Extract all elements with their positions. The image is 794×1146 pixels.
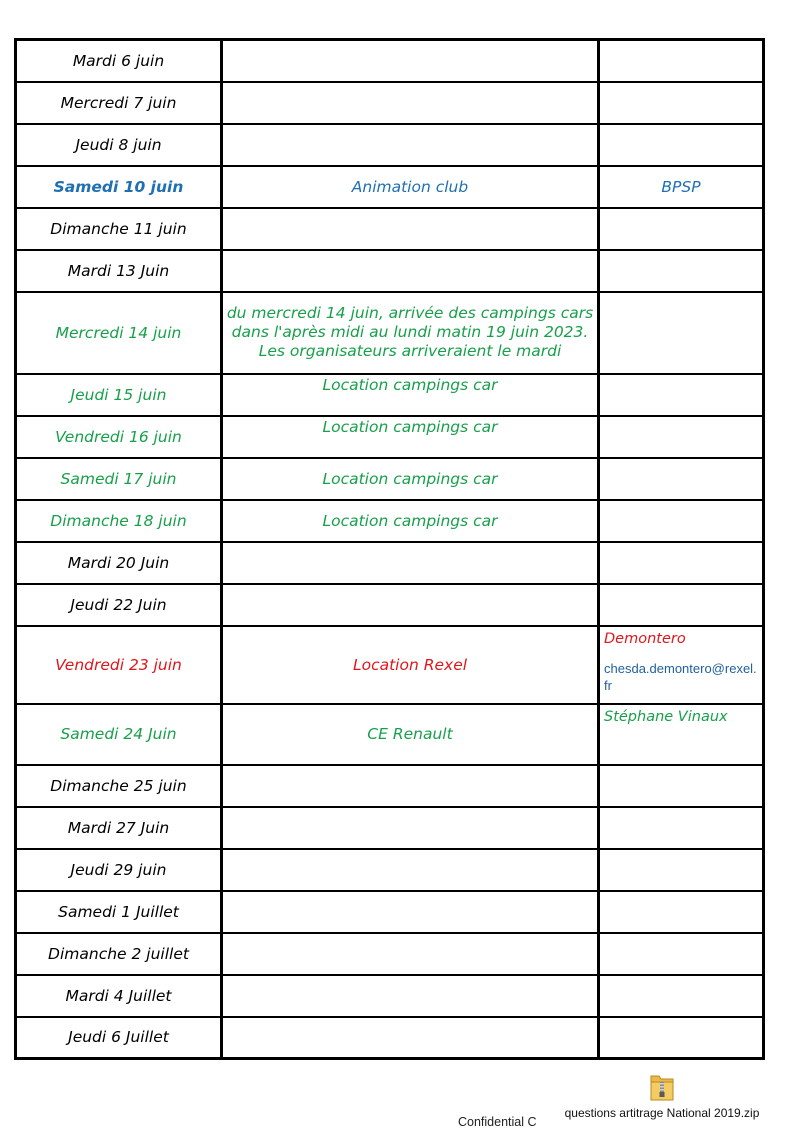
schedule-table [14,38,765,1060]
event-cell: Location campings car [222,458,599,500]
event-cell [222,374,599,416]
zip-folder-icon[interactable] [647,1072,677,1104]
date-cell: Mardi 27 Juin [16,807,222,849]
table-row [16,250,764,292]
table-row [16,40,764,82]
date-cell: Vendredi 23 juin [16,626,222,704]
event-cell [222,1017,599,1059]
event-cell [222,933,599,975]
contact-cell [599,626,764,704]
table-row [16,292,764,374]
contact-cell [599,82,764,124]
date-cell: Jeudi 8 juin [16,124,222,166]
table-row [16,208,764,250]
contact-cell [599,849,764,891]
event-cell [222,891,599,933]
event-cell [222,40,599,82]
contact-cell [599,208,764,250]
date-cell: Jeudi 6 Juillet [16,1017,222,1059]
event-cell [222,292,599,374]
event-cell [222,416,599,458]
contact-cell [599,1017,764,1059]
table-row [16,765,764,807]
event-cell: Location campings car [222,500,599,542]
date-cell: Mercredi 14 juin [16,292,222,374]
contact-cell [599,584,764,626]
event-cell [222,208,599,250]
table-row [16,166,764,208]
table-row [16,626,764,704]
date-cell: Jeudi 22 Juin [16,584,222,626]
date-cell: Jeudi 15 juin [16,374,222,416]
contact-cell [599,500,764,542]
table-row [16,704,764,765]
event-cell [222,584,599,626]
contact-cell [599,374,764,416]
contact-cell [599,933,764,975]
contact-cell: BPSP [599,166,764,208]
table-row [16,542,764,584]
contact-cell [599,975,764,1017]
contact-cell [599,250,764,292]
date-cell: Mardi 13 Juin [16,250,222,292]
table-row [16,584,764,626]
date-cell: Mardi 20 Juin [16,542,222,584]
table-row [16,416,764,458]
event-cell [222,975,599,1017]
event-cell: Animation club [222,166,599,208]
contact-name: Demontero [604,630,686,647]
event-note: du mercredi 14 juin, arrivée des campings cars dans l'après midi au lundi matin 19 juin 2023. Les organisateurs arriveraient le mardi [226,304,594,360]
contact-cell [599,416,764,458]
event-cell [222,807,599,849]
event-cell: Location Rexel [222,626,599,704]
attachment[interactable] [562,1072,762,1120]
event-label: Location campings car [322,417,498,436]
contact-cell [599,807,764,849]
confidential-label: Confidential C [458,1115,537,1129]
date-cell: Dimanche 18 juin [16,500,222,542]
contact-cell [599,40,764,82]
table-row [16,891,764,933]
contact-cell [599,704,764,765]
table-row [16,975,764,1017]
table-row [16,82,764,124]
table-row [16,124,764,166]
date-cell: Vendredi 16 juin [16,416,222,458]
event-cell: CE Renault [222,704,599,765]
date-cell: Jeudi 29 juin [16,849,222,891]
date-cell: Mardi 4 Juillet [16,975,222,1017]
event-cell [222,82,599,124]
date-cell: Dimanche 2 juillet [16,933,222,975]
date-cell: Mercredi 7 juin [16,82,222,124]
table-row [16,458,764,500]
event-cell [222,250,599,292]
date-cell: Samedi 10 juin [16,166,222,208]
event-cell [222,765,599,807]
attachment-label[interactable]: questions artitrage National 2019.zip [564,1106,760,1120]
contact-name: Stéphane Vinaux [604,708,728,725]
event-cell [222,124,599,166]
contact-cell [599,124,764,166]
date-cell: Samedi 1 Juillet [16,891,222,933]
contact-cell [599,765,764,807]
event-cell [222,849,599,891]
date-cell: Dimanche 25 juin [16,765,222,807]
date-cell: Dimanche 11 juin [16,208,222,250]
date-cell: Samedi 24 Juin [16,704,222,765]
contact-cell [599,458,764,500]
table-row [16,849,764,891]
date-cell: Samedi 17 juin [16,458,222,500]
contact-email-link[interactable]: chesda.demontero@rexel.fr [604,660,757,693]
event-cell [222,542,599,584]
event-label: Location campings car [322,375,498,394]
table-row [16,807,764,849]
table-row [16,374,764,416]
table-row [16,500,764,542]
date-cell: Mardi 6 juin [16,40,222,82]
contact-cell [599,542,764,584]
table-row [16,933,764,975]
contact-cell [599,292,764,374]
table-row [16,1017,764,1059]
contact-cell [599,891,764,933]
